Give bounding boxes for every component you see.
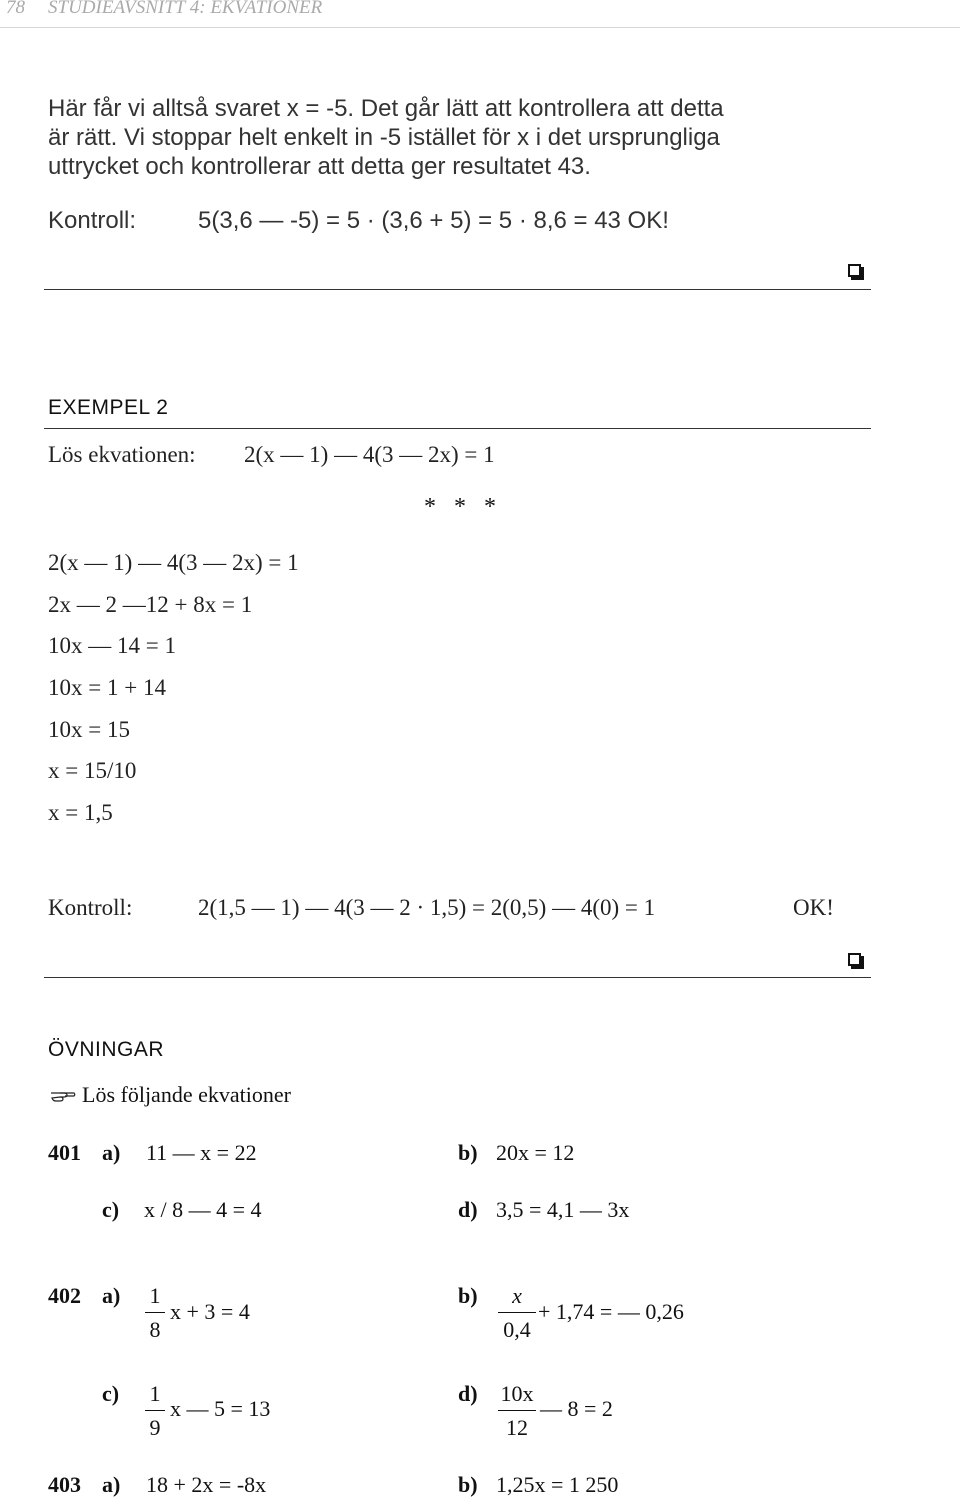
exercise-equation: — 8 = 2 [540, 1396, 613, 1421]
header-divider [0, 27, 960, 28]
exercise-equation: x + 3 = 4 [170, 1299, 250, 1324]
intro-check-label: Kontroll: [48, 207, 137, 234]
fraction-numerator: 1 [149, 1283, 161, 1308]
example-title: EXEMPEL 2 [48, 396, 169, 419]
intro-line-2: är rätt. Vi stoppar helt enkelt in -5 istället för x i det ursprungliga [48, 124, 720, 151]
section-title: STUDIEAVSNITT 4: EKVATIONER [48, 0, 323, 18]
solution-step: 10x — 14 = 1 [48, 633, 176, 658]
intro-check-expr: 5(3,6 — -5) = 5 · (3,6 + 5) = 5 · 8,6 = 43 OK! [198, 207, 669, 234]
problem-equation: 2(x — 1) — 4(3 — 2x) = 1 [244, 442, 495, 467]
exercise-equation: + 1,74 = — 0,26 [538, 1299, 684, 1324]
fraction-bar [498, 1312, 536, 1313]
solution-step: 10x = 1 + 14 [48, 675, 166, 700]
exercise-equation: x — 5 = 13 [170, 1396, 271, 1421]
fraction-denominator: 8 [149, 1317, 161, 1342]
exercise-label: c) [102, 1197, 120, 1222]
solution-step: x = 15/10 [48, 758, 137, 783]
section-divider [44, 289, 871, 290]
exercise-label: d) [458, 1381, 478, 1406]
fraction-denominator: 9 [149, 1415, 161, 1440]
fraction-denominator: 12 [506, 1415, 528, 1440]
fraction-numerator: x [512, 1283, 522, 1308]
exercise-equation: 20x = 12 [496, 1140, 575, 1165]
exercises-title: ÖVNINGAR [48, 1038, 165, 1061]
end-of-example-icon [848, 953, 861, 966]
exercise-equation: 18 + 2x = -8x [146, 1472, 267, 1497]
fraction-numerator: 10x [500, 1381, 534, 1406]
example-check-ok: OK! [793, 895, 834, 920]
end-of-example-icon [848, 264, 861, 277]
exercise-label: a) [102, 1283, 121, 1308]
intro-line-1: Här får vi alltså svaret x = -5. Det går lätt att kontrollera att detta [48, 95, 724, 122]
example-title-rule [44, 428, 871, 429]
exercise-label: b) [458, 1283, 478, 1308]
example-check-label: Kontroll: [48, 895, 133, 920]
solution-step: 10x = 15 [48, 717, 130, 742]
exercise-label: a) [102, 1140, 121, 1165]
solution-step: 2x — 2 —12 + 8x = 1 [48, 592, 253, 617]
example-check-expr: 2(1,5 — 1) — 4(3 — 2 · 1,5) = 2(0,5) — 4(0) = 1 [198, 895, 656, 920]
exercises-instruction: Lös följande ekvationer [82, 1082, 291, 1107]
exercise-label: c) [102, 1381, 120, 1406]
exercise-equation: x / 8 — 4 = 4 [144, 1197, 262, 1222]
problem-label: Lös ekvationen: [48, 442, 196, 467]
exercise-label: b) [458, 1472, 478, 1497]
exercise-equation: 11 — x = 22 [146, 1140, 257, 1165]
exercise-label: b) [458, 1140, 478, 1165]
exercise-equation: 3,5 = 4,1 — 3x [496, 1197, 630, 1222]
intro-line-3: uttrycket och kontrollerar att detta ger resultatet 43. [48, 153, 591, 180]
fraction-bar [145, 1410, 165, 1411]
fraction-denominator: 0,4 [503, 1317, 531, 1342]
fraction-bar [145, 1312, 165, 1313]
section-divider [44, 977, 871, 978]
exercise-label: d) [458, 1197, 478, 1222]
solution-separator: * * * [424, 494, 502, 520]
solution-step: x = 1,5 [48, 800, 113, 825]
fraction-numerator: 1 [149, 1381, 161, 1406]
exercise-number: 401 [48, 1140, 81, 1165]
fraction-bar [498, 1410, 536, 1411]
exercise-label: a) [102, 1472, 121, 1497]
page-number: 78 [6, 0, 25, 18]
exercise-number: 403 [48, 1472, 81, 1497]
exercise-equation: 1,25x = 1 250 [496, 1472, 619, 1497]
solution-step: 2(x — 1) — 4(3 — 2x) = 1 [48, 550, 299, 575]
pointing-hand-icon [50, 1086, 76, 1109]
exercise-number: 402 [48, 1283, 81, 1308]
